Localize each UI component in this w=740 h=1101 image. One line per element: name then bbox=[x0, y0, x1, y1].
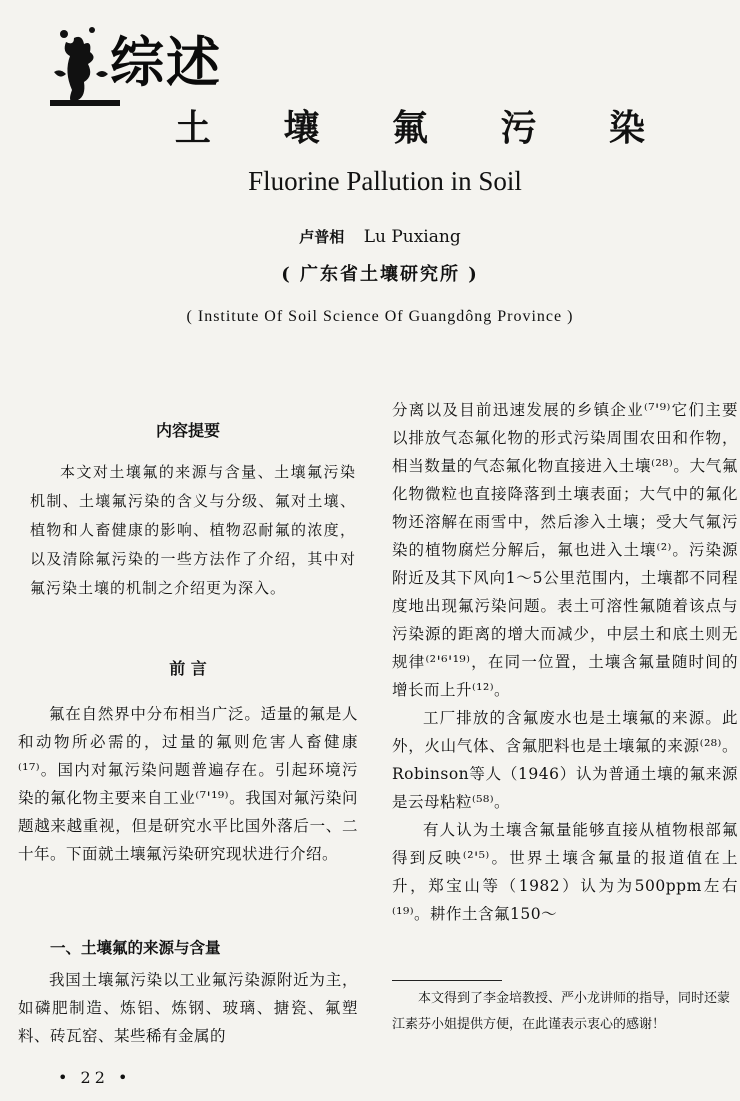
author-name-english: Lu Puxiang bbox=[363, 227, 461, 247]
preface-body bbox=[18, 700, 358, 868]
author-line bbox=[0, 226, 740, 247]
preface-heading: 前 言 bbox=[169, 659, 207, 678]
preface-paragraph: 氟在自然界中分布相当广泛。适量的氟是人和动物所必需的，过量的氟则危害人畜健康⁽¹⁷⁾。国内对氟污染问题普遍存在。引起环境污染的氟化物主要来自工业⁽⁷'¹⁹⁾。我国对氟污染问题越来越重视，但是研究水平比国外落后一、二十年。下面就土壤氟污染研究现状进行介绍。 bbox=[18, 705, 358, 863]
footnote: 本文得到了李金培教授、严小龙讲师的指导，同时还蒙江素芬小姐提供方便，在此谨表示衷心的感谢！ bbox=[392, 991, 731, 1032]
article-title-english: Fluorine Pallution in Soil bbox=[248, 166, 522, 196]
section-label: 综述 bbox=[110, 31, 222, 94]
page-number: • 22 • bbox=[58, 1068, 132, 1087]
section1-body bbox=[18, 966, 358, 1050]
abstract-heading: 内容提要 bbox=[155, 421, 220, 440]
article-title-chinese: 土 壤 氟 污 染 bbox=[174, 108, 676, 149]
author-name-chinese: 卢普相 bbox=[299, 228, 345, 246]
section1-paragraph: 我国土壤氟污染以工业氟污染源附近为主，如磷肥制造、炼铝、炼钢、玻璃、搪瓷、氟塑料、砖瓦窑、某些稀有金属的 bbox=[18, 971, 358, 1045]
footnote-divider bbox=[392, 980, 502, 981]
abstract-body: 本文对土壤氟的来源与含量、土壤氟污染机制、土壤氟污染的含义与分级、氟对土壤、植物和人畜健康的影响、植物忍耐氟的浓度，以及清除氟污染的一些方法作了介绍，其中对氟污染土壤的机制之介绍更为深入。 bbox=[30, 463, 356, 597]
right-paragraph-2: 工厂排放的含氟废水也是土壤氟的来源。此外，火山气体、含氟肥料也是土壤氟的来源⁽²⁸⁾。Robinson等人（1946）认为普通土壤的氟来源是云母粘粒⁽⁵⁸⁾。 bbox=[392, 709, 738, 811]
right-column-body bbox=[392, 396, 738, 928]
affiliation-english: ( Institute Of Soil Science Of Guangdông Province ) bbox=[186, 308, 574, 325]
right-paragraph-continued: 分离以及目前迅速发展的乡镇企业⁽⁷'⁹⁾它们主要以排放气态氟化物的形式污染周围农田和作物，相当数量的气态氟化物直接进入土壤⁽²⁸⁾。大气氟化物微粒也直接降落到土壤表面；大气中的氟化物还溶解在雨雪中，然后渗入土壤；受大气氟污染的植物腐烂分解后，氟也进入土壤⁽²⁾。污染源附近及其下风向1～5公里范围内，土壤都不同程度地出现氟污染问题。表土可溶性氟随着该点与污染源的距离的增大而减少，中层土和底土则无规律⁽²'⁶'¹⁹⁾，在同一位置，土壤含氟量随时间的增长而上升⁽¹²⁾。 bbox=[392, 401, 738, 699]
section1-heading: 一、土壤氟的来源与含量 bbox=[50, 939, 221, 957]
affiliation-chinese: ( 广东省土壤研究所 ) bbox=[281, 264, 479, 285]
right-paragraph-3: 有人认为土壤含氟量能够直接从植物根部氟得到反映⁽²'⁵⁾。世界土壤含氟量的报道值在上升，郑宝山等（1982）认为为500ppm左右⁽¹⁹⁾。耕作土含氟150～ bbox=[392, 821, 738, 923]
